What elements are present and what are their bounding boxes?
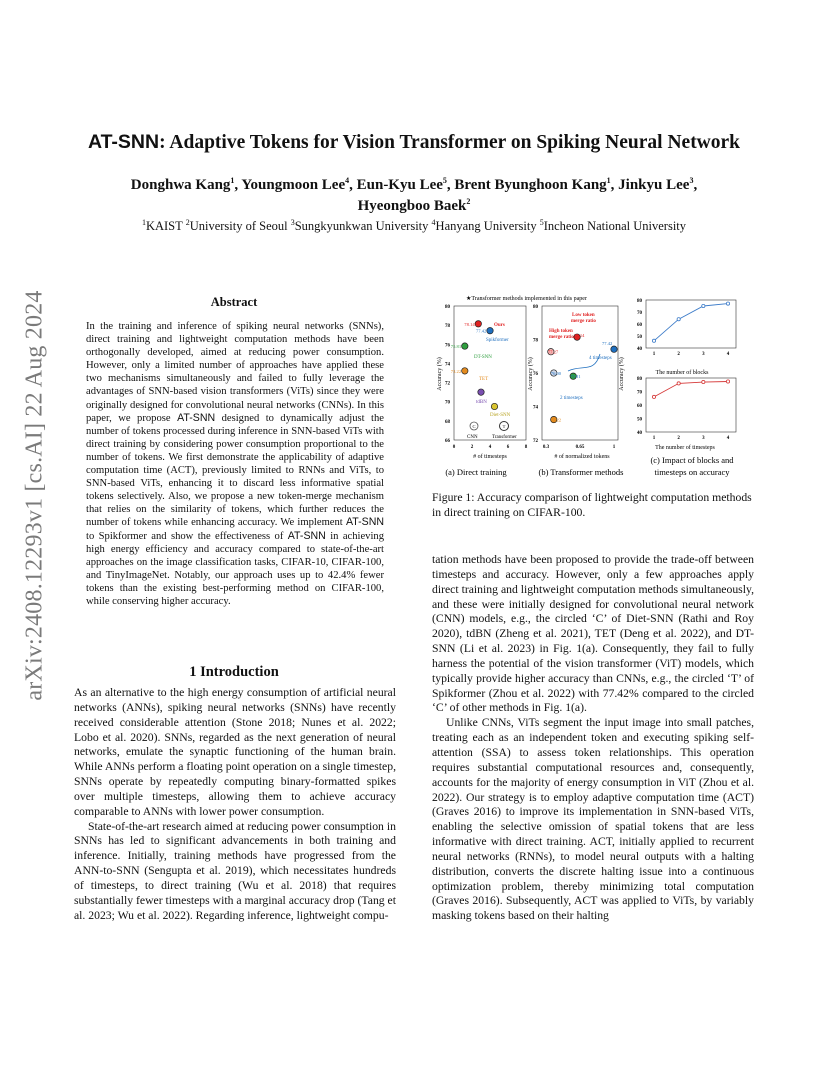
data-point bbox=[702, 304, 705, 307]
label-merge-ratio-2: merge ratio bbox=[549, 335, 574, 340]
y-tick-label: 60 bbox=[637, 323, 642, 328]
y-tick-label: 72 bbox=[533, 439, 538, 444]
author: Jinkyu Lee$^3$, bbox=[618, 176, 698, 193]
panel-c bbox=[618, 299, 736, 477]
panel-c-xlabel-bottom: The number of timesteps bbox=[655, 445, 715, 451]
data-label: 76.00 bbox=[550, 371, 562, 376]
y-tick-label: 68 bbox=[445, 419, 450, 425]
y-tick-label: 70 bbox=[637, 311, 642, 316]
data-point bbox=[726, 380, 729, 383]
x-tick-label: 1 bbox=[652, 352, 656, 357]
data-point bbox=[487, 327, 493, 333]
y-tick-label: 74 bbox=[533, 405, 538, 411]
x-tick-label: 4 bbox=[726, 436, 730, 441]
label-high-token: High token bbox=[549, 329, 573, 334]
x-tick-label: 0.3 bbox=[542, 445, 550, 450]
y-tick-label: 70 bbox=[445, 400, 450, 406]
label-tdbn: tdBN bbox=[476, 400, 487, 405]
x-tick-label: 2 bbox=[677, 352, 680, 357]
author: Donghwa Kang$^1$, bbox=[130, 176, 242, 193]
panel-b-xlabel: # of normalized tokens bbox=[554, 454, 610, 460]
panel-c-ylabel: Accuracy (%) bbox=[619, 357, 625, 391]
panel-a-xlabel: # of timesteps bbox=[473, 454, 507, 460]
authors-line-2 bbox=[80, 196, 748, 217]
data-point bbox=[611, 346, 617, 352]
data-label: 73.22 bbox=[450, 368, 462, 374]
panel-c-xlabel-top: The number of blocks bbox=[655, 370, 709, 376]
data-label: 77.27 bbox=[547, 349, 559, 355]
arxiv-id: arXiv:2408.12293v1 [cs.AI] 22 Aug 2024 bbox=[21, 289, 48, 701]
legend-cnn: CNN bbox=[467, 435, 478, 440]
data-label: 77.42 bbox=[476, 328, 487, 334]
data-point bbox=[462, 368, 468, 374]
data-label: 78.14 bbox=[464, 321, 475, 327]
panel-b-ylabel: Accuracy (%) bbox=[528, 357, 534, 391]
y-tick-label: 80 bbox=[637, 377, 642, 382]
y-tick-label: 72 bbox=[445, 381, 450, 387]
y-tick-label: 78 bbox=[445, 324, 450, 330]
abstract-text: In the training and inference of spiking neural networks (SNNs), direct training and lightweight computation methods have been orthogonally developed, aimed at reducing power consumption. However, only a limited number of approaches have applied these two mechanisms simultaneously and failed to fully leverage the advantages of SNN-based vision transformers (ViTs) since they were originally designed for convolutional neural networks (CNNs). In this paper, we propose AT-SNN designed to dynamically adjust the number of tokens processed during inference in SNN-based ViTs with direct training by considering power consumption proportional to the number of tokens. We first demonstrate the applicability of adaptive computation time (ACT), previously limited to RNNs and ViTs, to SNN-based ViTs, enhancing it to discard less informative spatial tokens selectively. Also, we propose a new token-merge mechanism that relies on the similarity of tokens, which further reduces the number of tokens while enhancing accuracy. We implement AT-SNN to Spikformer and show the effectiveness of AT-SNN in achieving high energy efficiency and accuracy compared to state-of-the-art approaches on the image classification tasks, CIFAR-10, CIFAR-100, and TinyImageNet. Notably, our approach uses up to 42.4% fewer tokens than the existing best-performing method on CIFAR-100, while conserving higher accuracy. bbox=[86, 321, 385, 607]
data-point bbox=[462, 343, 468, 349]
x-tick-label: 3 bbox=[702, 436, 705, 441]
data-point bbox=[677, 318, 680, 321]
series-line-timesteps bbox=[654, 382, 728, 397]
authors-line-1 bbox=[80, 175, 748, 196]
abstract-heading: Abstract bbox=[210, 295, 258, 309]
x-tick-label: 0 bbox=[452, 445, 456, 450]
label-dtsnn: DT-SNN bbox=[474, 355, 492, 360]
y-tick-label: 40 bbox=[637, 431, 642, 436]
data-point bbox=[677, 382, 680, 385]
data-label: 75.81 bbox=[570, 374, 581, 380]
data-label: 75.81 bbox=[450, 344, 462, 350]
figure-1 bbox=[432, 292, 754, 482]
panel-a-ylabel: Accuracy (%) bbox=[437, 357, 443, 391]
data-point bbox=[652, 339, 655, 342]
x-tick-label: 0.65 bbox=[575, 445, 585, 450]
x-tick-label: 6 bbox=[506, 445, 510, 450]
y-tick-label: 50 bbox=[637, 335, 642, 340]
x-tick-label: 2 bbox=[470, 445, 474, 450]
panel-c-caption-2: timesteps on accuracy bbox=[654, 467, 730, 477]
x-tick-label: 3 bbox=[702, 352, 705, 357]
label-4-timesteps: 4 timesteps bbox=[589, 356, 612, 361]
figure-caption: Figure 1: Accuracy comparison of lightweight computation methods in direct training on CIFAR-100. bbox=[432, 491, 752, 519]
authors bbox=[80, 175, 748, 217]
y-tick-label: 80 bbox=[533, 305, 538, 310]
arxiv-sidebar bbox=[22, 290, 48, 700]
panel-a-caption: (a) Direct training bbox=[445, 467, 507, 477]
x-tick-label: 1 bbox=[652, 436, 656, 441]
data-point bbox=[491, 403, 497, 409]
author: Youngmoon Lee$^4$, bbox=[241, 176, 357, 193]
data-point bbox=[478, 389, 484, 395]
panel-a bbox=[436, 305, 528, 477]
author: Hyeongboo Baek$^2$ bbox=[357, 197, 471, 214]
label-ours: Ours bbox=[494, 323, 505, 328]
legend-transformer-letter: T bbox=[502, 424, 506, 429]
x-tick-label: 8 bbox=[524, 445, 528, 450]
data-point bbox=[475, 321, 481, 327]
paragraph: tation methods have been proposed to provide the trade-off between timesteps and accuracy. However, only a few approaches apply direct training and lightweight computation methods simultaneously, and these were initially designed for convolutional neural network (CNN) models, e.g., the circled ‘C’ of Diet-SNN (Rathi and Roy 2020), tdBN (Zheng et al. 2021), TET (Deng et al. 2022), and DT-SNN (Li et al. 2023) in Fig. 1(a). Consequently, they fail to fully harness the potential of the vision transformer (ViT) models, which typically provide higher accuracy than CNNs, e.g., the circled ‘T’ of Spikformer (Zhou et al. 2022) with 77.42% compared to the circled ‘C’ of other methods in Fig. 1(a). bbox=[432, 553, 754, 715]
affiliations: $^1$KAIST $^2$University of Seoul $^3$Sungkyunkwan University $^4$Hanyang University $^5$Incheon National University bbox=[141, 217, 687, 233]
panel-c-caption-1: (c) Impact of blocks and bbox=[650, 455, 734, 465]
x-tick-label: 1 bbox=[612, 445, 616, 450]
panel-b-caption: (b) Transformer methods bbox=[538, 467, 624, 477]
data-point bbox=[652, 395, 655, 398]
y-tick-label: 40 bbox=[637, 347, 642, 352]
author: Brent Byunghoon Kang$^1$, bbox=[454, 176, 619, 193]
label-spikformer: Spikformer bbox=[486, 338, 509, 343]
y-tick-label: 76 bbox=[445, 343, 450, 349]
y-tick-label: 80 bbox=[445, 305, 450, 310]
right-column-body bbox=[432, 553, 754, 924]
x-tick-label: 2 bbox=[677, 436, 680, 441]
y-tick-label: 50 bbox=[637, 417, 642, 423]
legend-transformer: Transformer bbox=[492, 435, 517, 440]
paragraph: Unlike CNNs, ViTs segment the input image into small patches, treating each as an independent token and executing spiking self-attention (SSA) to assess token relationships. This operation requires substantial computational resources and, consequently, accounts for the majority of energy consumption in ViT (Zhou et al. 2022). Our strategy is to employ adaptive computation time (ACT) (Graves 2016) to improve its implementation in SNN-based ViTs, enabling the selective omission of spatial tokens that are less informative with direct training. ACT, initially applied to recurrent neural networks (RNNs), to model neural outputs with a halting distribution, converts the discrete halting issue into a continuous optimization problem, thereby minimizing total computation (Graves 2016). Subsequently, ACT was applied to ViTs, by variably masking tokens based on their halting bbox=[432, 716, 754, 923]
y-tick-label: 70 bbox=[637, 390, 642, 396]
author: Eun-Kyu Lee$^5$, bbox=[356, 176, 455, 193]
y-tick-label: 80 bbox=[637, 299, 642, 304]
legend-cnn-letter: C bbox=[472, 424, 476, 429]
y-tick-label: 66 bbox=[445, 439, 450, 444]
paper-title: AT-SNN: Adaptive Tokens for Vision Transformer on Spiking Neural Network bbox=[87, 131, 741, 153]
x-tick-label: 4 bbox=[726, 352, 730, 357]
data-point bbox=[702, 380, 705, 383]
label-merge-ratio: merge ratio bbox=[571, 319, 596, 324]
y-tick-label: 74 bbox=[445, 362, 450, 368]
y-tick-label: 76 bbox=[533, 372, 538, 377]
data-label: 73.22 bbox=[550, 417, 562, 423]
series-line-blocks bbox=[654, 304, 728, 341]
label-dietsnn: Diet-SNN bbox=[490, 413, 511, 418]
data-label: 77.42 bbox=[602, 341, 613, 347]
figure-header: ★Transformer methods implemented in this paper bbox=[466, 296, 587, 302]
label-low-token: Low token bbox=[572, 313, 595, 318]
label-tet: TET bbox=[479, 377, 489, 382]
panel-b bbox=[524, 305, 624, 477]
left-column-body bbox=[74, 686, 396, 924]
paragraph: As an alternative to the high energy consumption of artificial neural networks (ANNs), spiking neural networks (SNNs) have recently received considerable attention (Stone 2018; Nunes et al. 2022; Lobo et al. 2020). SNNs, regarded as the next generation of neural networks, emulate the synaptic functioning of the human brain. While ANNs perform a floating point operation on a single timestep, SNNs operate by repeatedly computing binary-formatted spikes over multiple timesteps, allowing them to achieve accuracy comparable to ANNs with lower power consumption. bbox=[74, 686, 396, 818]
x-tick-label: 4 bbox=[488, 445, 492, 450]
data-point bbox=[726, 302, 729, 305]
label-2-timesteps: 2 timesteps bbox=[560, 396, 583, 401]
y-tick-label: 78 bbox=[533, 338, 538, 344]
section-heading-introduction: 1 Introduction bbox=[189, 664, 279, 680]
data-label: 78.14 bbox=[574, 333, 585, 339]
y-tick-label: 60 bbox=[637, 404, 642, 409]
paragraph: State-of-the-art research aimed at reducing power consumption in SNNs has led to significant advancements in both training and inference. Initially, training methods have progressed from the ANN-to-SNN (Sengupta et al. 2019), which necessitates hundreds of timesteps, to direct training (Wu et al. 2018) that requires substantially fewer timesteps with a marginal accuracy drop (Tang et al. 2023; Wu et al. 2022). Regarding inference, lightweight compu- bbox=[74, 819, 396, 922]
